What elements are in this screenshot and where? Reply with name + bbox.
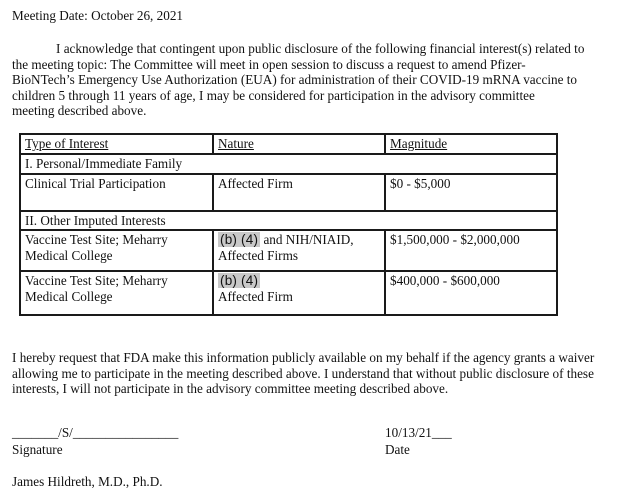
- cell-type-line-2: Medical College: [25, 288, 113, 304]
- ack-line-3: BioNTech’s Emergency Use Authorization (EUA) for administration of their COVID-19 mRNA vaccine to: [12, 72, 578, 88]
- cell-type: [20, 230, 213, 271]
- nature-text: and NIH/NIAID,: [263, 232, 354, 247]
- signature-line: _______/S/________________: [12, 425, 179, 440]
- signer-name: James Hildreth, M.D., Ph.D.: [12, 474, 163, 489]
- redaction-box: (b) (4): [220, 273, 259, 288]
- request-paragraph: [12, 350, 617, 397]
- cell-type-line-1: Vaccine Test Site; Meharry: [25, 273, 168, 288]
- request-line-1: I hereby request that FDA make this information publicly available on my behalf if the agency grants a waiver: [12, 350, 595, 365]
- date-value: 10/13/21___: [385, 425, 452, 440]
- cell-magnitude: $400,000 - $600,000: [385, 271, 557, 315]
- cell-nature: [213, 230, 385, 271]
- header-magnitude: Magnitude: [390, 136, 448, 151]
- cell-type: [20, 271, 213, 315]
- section-personal-family: I. Personal/Immediate Family: [20, 154, 557, 174]
- header-type-of-interest: Type of Interest: [25, 136, 109, 151]
- cell-nature: Affected Firm: [213, 174, 385, 211]
- request-line-3: interests, I will not participate in the advisory committee meeting described above.: [12, 381, 449, 397]
- redaction-box: (b) (4): [220, 232, 259, 247]
- section-imputed-interests: II. Other Imputed Interests: [20, 211, 557, 230]
- cell-magnitude: $0 - $5,000: [385, 174, 557, 211]
- table-row: [20, 271, 557, 315]
- section-row-imputed: [20, 211, 557, 230]
- nature-line-2: Affected Firm: [218, 288, 293, 304]
- ack-line-5: meeting described above.: [12, 103, 147, 119]
- nature-line-2: Affected Firms: [218, 247, 298, 263]
- ack-line-1: I acknowledge that contingent upon public disclosure of the following financial interest(s) related to: [56, 41, 585, 56]
- table-header-row: [20, 134, 557, 154]
- ack-line-4: children 5 through 11 years of age, I may be considered for participation in the advisory committee: [12, 87, 535, 103]
- header-nature: Nature: [218, 136, 254, 151]
- date-label: Date: [385, 442, 410, 457]
- cell-magnitude: $1,500,000 - $2,000,000: [385, 230, 557, 271]
- signature-label: Signature: [12, 442, 63, 457]
- cell-type: Clinical Trial Participation: [20, 174, 213, 211]
- section-row-personal: [20, 154, 557, 174]
- request-line-2: allowing me to participate in the meeting described above. I understand that without public disclosure of these: [12, 365, 594, 381]
- meeting-date: Meeting Date: October 26, 2021: [12, 8, 184, 23]
- acknowledgement-paragraph: [12, 41, 614, 119]
- financial-interest-table: [19, 133, 558, 316]
- table-row: [20, 174, 557, 211]
- ack-line-2: the meeting topic: The Committee will meet in open session to discuss a request to amend Pfizer-: [12, 56, 526, 72]
- cell-nature: [213, 271, 385, 315]
- cell-type-line-2: Medical College: [25, 247, 113, 263]
- cell-type-line-1: Vaccine Test Site; Meharry: [25, 232, 168, 247]
- table-row: [20, 230, 557, 271]
